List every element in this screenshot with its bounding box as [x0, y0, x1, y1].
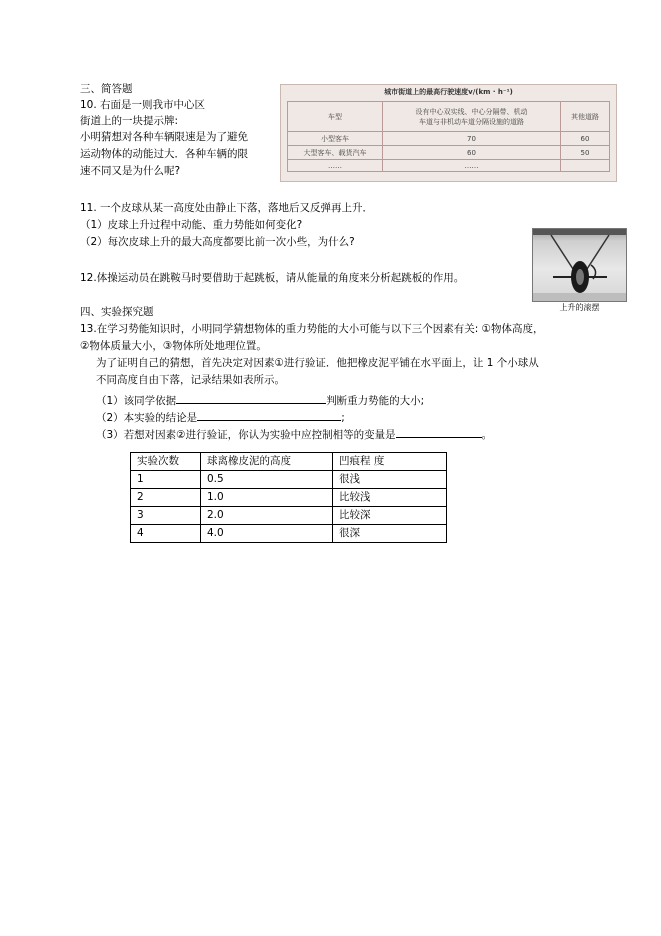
sign-cell [561, 160, 610, 172]
q10-line-1: 10. 右面是一则我市中心区 [80, 99, 206, 111]
answer-blank-3[interactable] [396, 426, 482, 438]
table-row [131, 525, 447, 543]
sign-title: 城市街道上的最高行驶速度v/(km · h⁻¹) [384, 88, 513, 96]
sign-header-vehicle: 车型 [288, 102, 383, 132]
table-cell: 2.0 [201, 507, 333, 525]
sign-cell: …… [383, 160, 561, 172]
q13-line-1: 13.在学习势能知识时，小明同学猜想物体的重力势能的大小可能与以下三个因素有关: ①物体高度， [80, 323, 544, 335]
sign-row [288, 146, 610, 160]
section-title-experiment: 四、实验探究题 [80, 306, 154, 318]
q13-sub-1-suffix: 判断重力势能的大小; [326, 395, 425, 407]
table-cell: 1.0 [201, 489, 333, 507]
table-cell: 很深 [333, 525, 447, 543]
q13-line-2: ②物体质量大小，③物体所处地理位置。 [80, 340, 267, 352]
experiment-data-table [130, 452, 447, 543]
speed-limit-sign-image [280, 84, 617, 182]
q13-sub-2-suffix: ; [341, 412, 345, 424]
sign-cell: 小型客车 [288, 132, 383, 146]
sign-cell: 70 [383, 132, 561, 146]
table-header-row [131, 453, 447, 471]
sign-cell: 50 [561, 146, 610, 160]
answer-blank-1[interactable] [176, 392, 326, 404]
pendulum-illustration [533, 229, 627, 302]
answer-blank-2[interactable] [197, 409, 341, 421]
table-cell: 3 [131, 507, 201, 525]
table-header-cell: 凹痕程 度 [333, 453, 447, 471]
table-cell: 比较浅 [333, 489, 447, 507]
q13-line-4: 不同高度自由下落，记录结果如表所示。 [96, 374, 285, 386]
table-cell: 0.5 [201, 471, 333, 489]
table-cell: 4.0 [201, 525, 333, 543]
sign-header-divided [383, 102, 561, 132]
q13-sub-2 [96, 409, 345, 426]
q13-sub-2-prefix: （2）本实验的结论是 [96, 412, 198, 424]
section-title-short-answer: 三、简答题 [80, 83, 133, 95]
table-cell: 比较深 [333, 507, 447, 525]
q11-line-2: （1）皮球上升过程中动能、重力势能如何变化? [80, 219, 303, 231]
q13-sub-3-suffix: 。 [481, 429, 493, 441]
table-row [131, 489, 447, 507]
q10-line-5: 速不同又是为什么呢? [80, 165, 181, 177]
q13-sub-1-prefix: （1）该同学依据 [96, 395, 177, 407]
sign-cell: …… [288, 160, 383, 172]
rolling-pendulum-photo [532, 228, 627, 302]
table-row [131, 507, 447, 525]
sign-cell: 60 [383, 146, 561, 160]
sign-row [288, 160, 610, 172]
q10-line-2: 街道上的一块提示牌: [80, 115, 179, 127]
table-row [131, 471, 447, 489]
sign-cell: 60 [561, 132, 610, 146]
q12-line-1: 12.体操运动员在跳鞍马时要借助于起跳板，请从能量的角度来分析起跳板的作用。 [80, 272, 465, 284]
q11-line-3: （2）每次皮球上升的最大高度都要比前一次小些，为什么? [80, 236, 355, 248]
table-cell: 4 [131, 525, 201, 543]
q11-line-1: 11. 一个皮球从某一高度处由静止下落，落地后又反弹再上升． [80, 202, 374, 214]
q13-sub-3 [96, 426, 492, 443]
sign-cell: 大型客车、载货汽车 [288, 146, 383, 160]
q10-line-3: 小明猜想对各种车辆限速是为了避免 [80, 131, 248, 143]
table-cell: 很浅 [333, 471, 447, 489]
sign-header-divided-line-2: 车道与非机动车道分隔设施的道路 [419, 117, 524, 126]
q13-sub-3-prefix: （3）若想对因素②进行验证，你认为实验中应控制相等的变量是 [96, 429, 396, 441]
q10-line-4: 运动物体的动能过大．各种车辆的限 [80, 148, 248, 160]
sign-header-divided-line-1: 设有中心双实线、中心分隔带、机动 [415, 107, 528, 116]
table-header-cell: 实验次数 [131, 453, 201, 471]
table-cell: 1 [131, 471, 201, 489]
table-header-cell: 球离橡皮泥的高度 [201, 453, 333, 471]
photo-caption: 上升的滚摆 [559, 303, 600, 312]
q13-sub-1 [96, 392, 424, 409]
sign-header-other: 其他道路 [561, 102, 610, 132]
q13-line-3: 为了证明自己的猜想，首先决定对因素①进行验证．他把橡皮泥平铺在水平面上，让 1 个小球从 [96, 357, 539, 369]
sign-table [287, 101, 610, 172]
table-cell: 2 [131, 489, 201, 507]
sign-row [288, 132, 610, 146]
